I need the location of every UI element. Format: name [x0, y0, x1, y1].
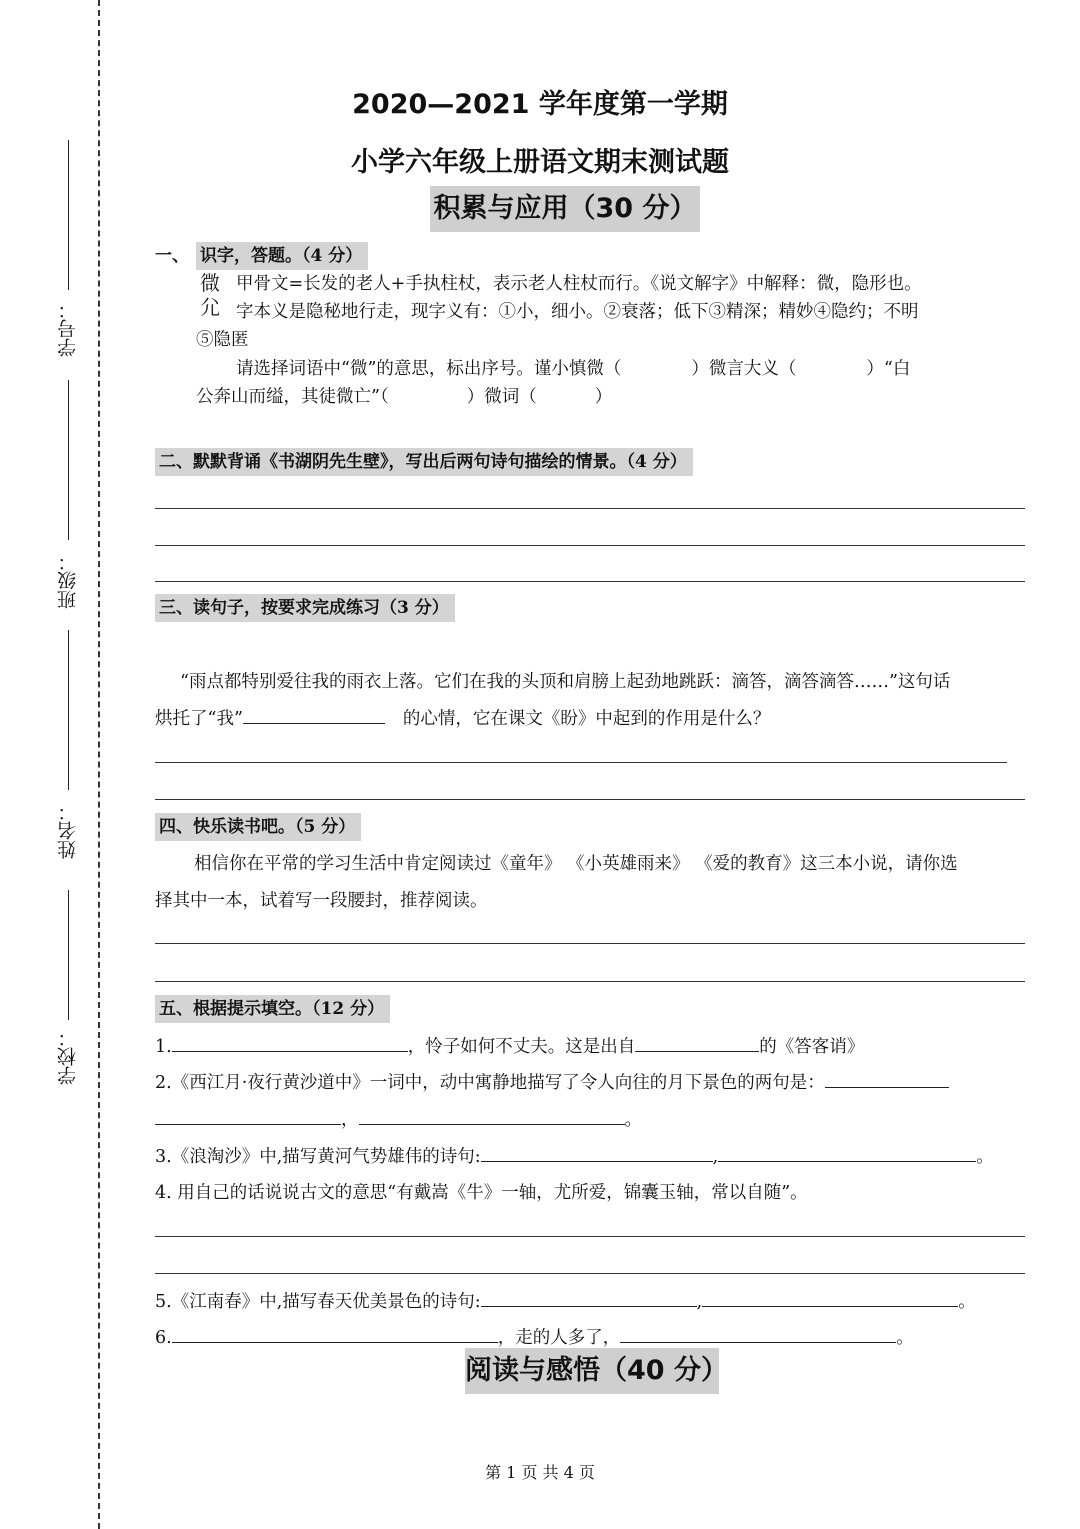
q5-item6-blank-2[interactable] — [620, 1324, 896, 1343]
q4-line2: 择其中一本，试着写一段腰封，推荐阅读。 — [155, 891, 488, 911]
q1-line4-part-a: 请选择词语中“微”的意思，标出序号。谨小慎微（ — [236, 359, 622, 379]
q4-line1: 相信你在平常的学习生活中肯定阅读过《童年》 《小英雄雨来》 《爱的教育》这三本小说，请你选 — [194, 854, 958, 874]
page-number: 第 1 页 共 4 页 — [485, 1463, 595, 1482]
exam-title: 小学六年级上册语文期末测试题 — [351, 147, 729, 178]
q5-item1-text: ，怜子如何不丈夫。这是出自 — [407, 1037, 636, 1057]
q3-mood-blank[interactable] — [243, 705, 385, 724]
q5-item2-end: 。 — [624, 1110, 642, 1130]
q5-item1-end: 的《答客诮》 — [759, 1037, 865, 1057]
q4-heading: 四、快乐读书吧。（5 分） — [155, 813, 361, 841]
q5-item4-answer-line-2[interactable] — [155, 1273, 1025, 1274]
part2-heading: 阅读与感悟（40 分） — [465, 1348, 719, 1394]
q5-item2-text: 2.《西江月·夜行黄沙道中》一词中，动中寓静地描写了令人向往的月下景色的两句是： — [155, 1073, 825, 1093]
q5-item2-blank-3[interactable] — [359, 1106, 625, 1125]
q5-item5-blank-1[interactable] — [481, 1288, 697, 1307]
q1-line4 — [236, 355, 910, 383]
q5-item2-line1 — [155, 1069, 949, 1097]
student-id-label: 学号： — [57, 300, 79, 357]
school-label: 学校： — [57, 1028, 79, 1085]
q1-line4-part-c: ）“白 — [866, 359, 911, 379]
q3-heading: 三、读句子，按要求完成练习（3 分） — [155, 594, 455, 622]
q1-line1: 甲骨文=长发的老人+手执柱杖，表示老人柱杖而行。《说文解字》中解释：微，隐形也。 — [236, 274, 922, 294]
q1-line5-part-b: ）微词（ — [466, 387, 537, 407]
q1-line5-part-c: ） — [594, 387, 613, 407]
q5-item3 — [155, 1143, 994, 1171]
q1-line4-part-b: ）微言大义（ — [691, 359, 797, 379]
q4-answer-line-2[interactable] — [155, 981, 1025, 982]
q5-item2-line2 — [155, 1106, 642, 1134]
q2-answer-line-2[interactable] — [155, 545, 1025, 546]
q1-heading: 识字，答题。（4 分） — [196, 242, 368, 270]
q5-item5-text: 5.《江南春》中,描写春天优美景色的诗句: — [155, 1292, 481, 1312]
q5-item1-blank-1[interactable] — [172, 1033, 408, 1052]
q3-answer-line-2[interactable] — [155, 799, 1025, 800]
q5-item2-comma: ， — [341, 1110, 359, 1130]
q5-heading: 五、根据提示填空。（12 分） — [155, 995, 390, 1023]
q5-item5-blank-2[interactable] — [702, 1288, 958, 1307]
q5-item1-number: 1. — [155, 1037, 172, 1057]
q5-item6-number: 6. — [155, 1328, 172, 1348]
q1-line3: ⑤隐匿 — [196, 330, 249, 350]
q5-item3-blank-2[interactable] — [718, 1143, 976, 1162]
q5-item5 — [155, 1288, 976, 1316]
q5-item1-blank-2[interactable] — [635, 1033, 759, 1052]
school-line[interactable] — [68, 890, 69, 1020]
q3-line1: “雨点都特别爱往我的雨衣上落。它们在我的头顶和肩膀上起劲地跳跃：滴答，滴答滴答……”这句话 — [180, 672, 951, 692]
oracle-bone-glyph: 㣲 — [200, 271, 220, 295]
q5-item5-end: 。 — [958, 1292, 976, 1312]
oracle-bone-glyph-lower: ⺏ — [200, 295, 220, 319]
q2-heading: 二、默默背诵《书湖阴先生壁》，写出后两句诗句描绘的情景。（4 分） — [155, 448, 693, 476]
q1-line5-part-a: 公奔山而缢，其徒微亡”（ — [196, 387, 389, 407]
q5-item6-text: ，走的人多了， — [497, 1328, 621, 1348]
q2-answer-line-3[interactable] — [155, 581, 1025, 582]
q5-item3-blank-1[interactable] — [481, 1143, 713, 1162]
q1-line5 — [196, 383, 612, 411]
year-title: 2020—2021 学年度第一学期 — [352, 89, 728, 120]
q4-answer-line-1[interactable] — [155, 943, 1025, 944]
q3-line2-part-b: 的心情，它在课文《盼》中起到的作用是什么？ — [402, 709, 771, 729]
q1-line2: 字本义是隐秘地行走，现字义有：①小，细小。②衰落；低下③精深；精妙④隐约；不明 — [236, 302, 919, 322]
q3-answer-line-1[interactable] — [155, 762, 1007, 763]
name-line[interactable] — [68, 630, 69, 790]
q5-item2-blank-1[interactable] — [825, 1069, 949, 1088]
q5-item1 — [155, 1033, 864, 1061]
q5-item3-comma: , — [712, 1147, 719, 1167]
binding-dashed-line — [98, 0, 100, 1529]
school-field — [44, 890, 94, 1090]
q5-item4: 4. 用自己的话说说古文的意思“有戴嵩《牛》一轴，尤所爱，锦囊玉轴，常以自随”。 — [155, 1183, 808, 1203]
name-field — [44, 630, 94, 860]
q2-answer-line-1[interactable] — [155, 508, 1025, 509]
q5-item5-comma: , — [696, 1292, 703, 1312]
q3-line2 — [155, 705, 770, 733]
q5-item2-blank-2[interactable] — [155, 1106, 341, 1125]
q5-item3-text: 3.《浪淘沙》中,描写黄河气势雄伟的诗句: — [155, 1147, 481, 1167]
q3-line2-part-a: 烘托了“我” — [155, 709, 243, 729]
q5-item4-answer-line-1[interactable] — [155, 1236, 1025, 1237]
class-line[interactable] — [68, 380, 69, 540]
q5-item3-end: 。 — [976, 1147, 994, 1167]
class-field — [44, 380, 94, 610]
q1-number: 一、 — [155, 246, 189, 266]
name-label: 姓名： — [57, 802, 79, 859]
q5-item6-end: 。 — [896, 1328, 914, 1348]
part1-heading: 积累与应用（30 分） — [430, 186, 700, 232]
class-label: 班级： — [57, 552, 79, 609]
q5-item6-blank-1[interactable] — [172, 1324, 498, 1343]
